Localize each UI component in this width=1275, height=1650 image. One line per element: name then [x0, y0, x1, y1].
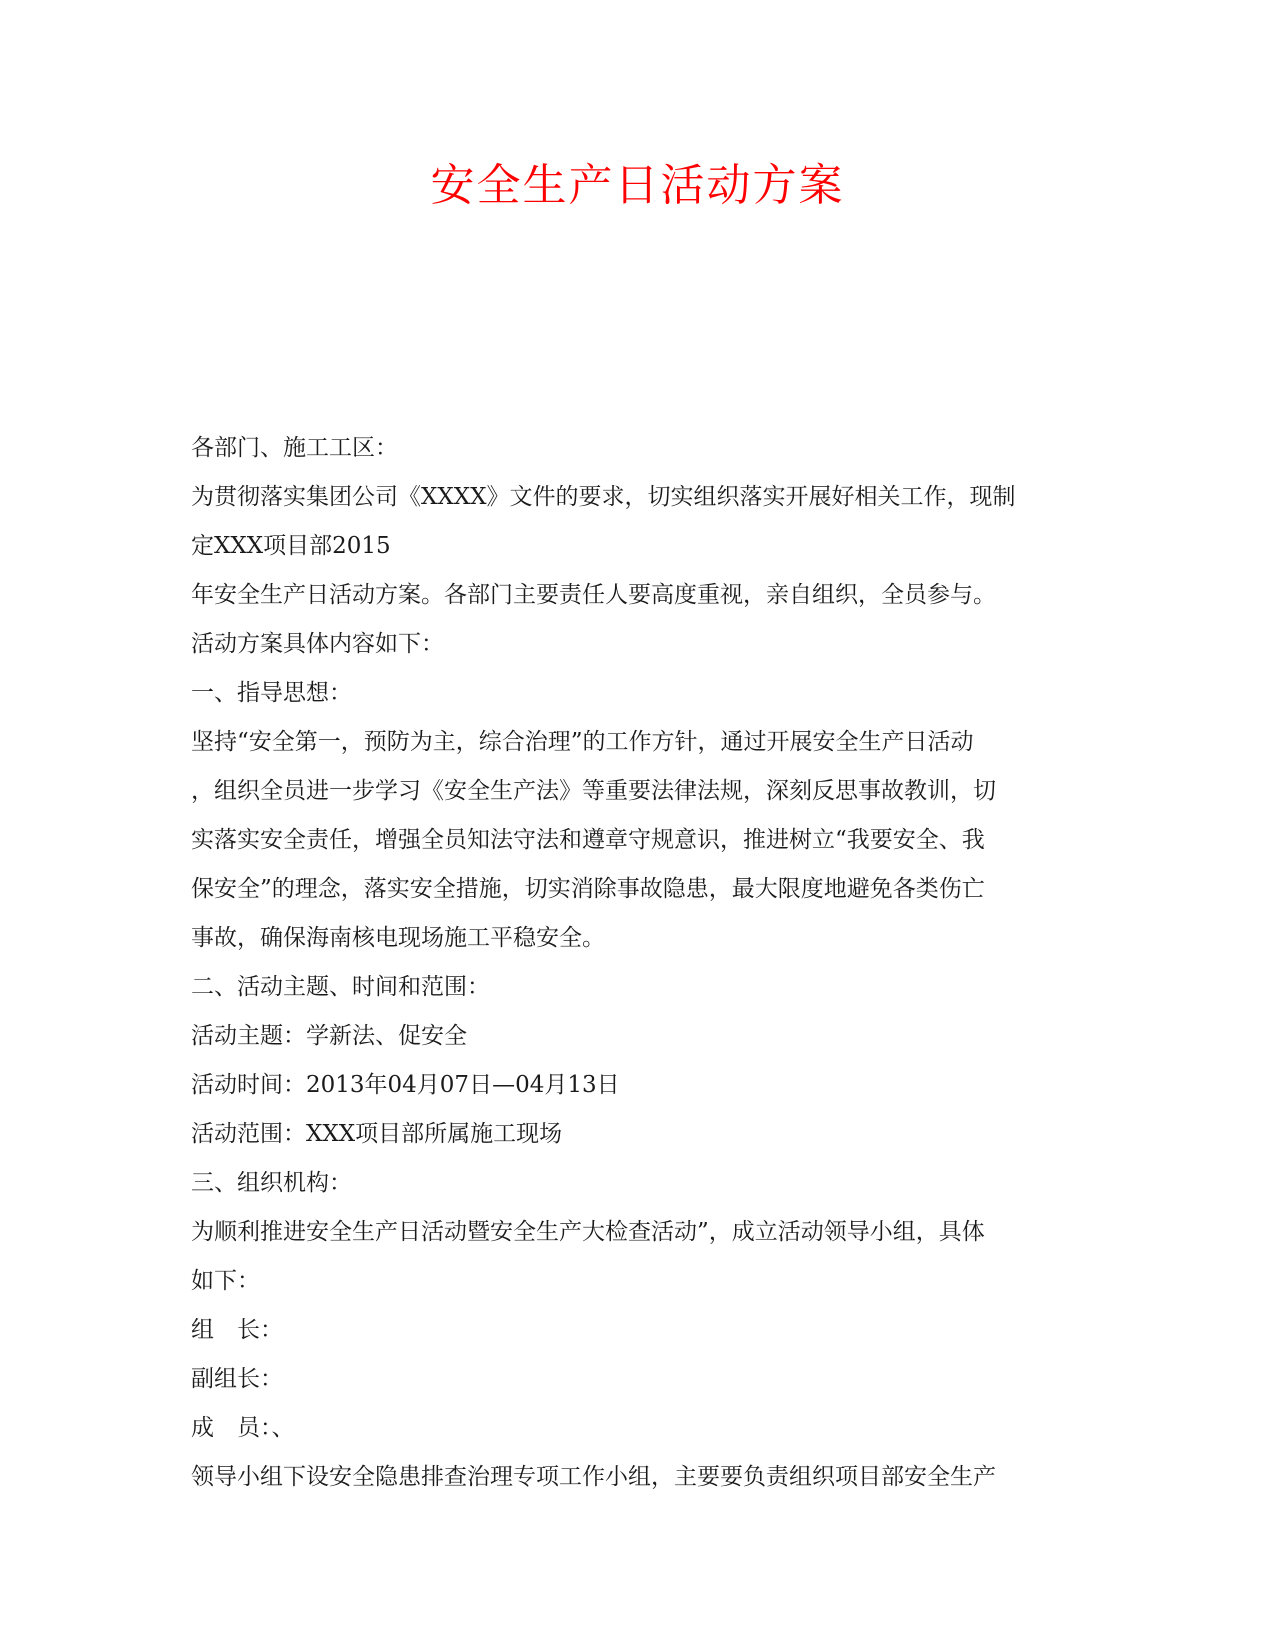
body-line: 副组长： [191, 1366, 283, 1392]
body-line: 年安全生产日活动方案。各部门主要责任人要高度重视，亲自组织，全员参与。 [191, 582, 996, 608]
body-line: 二、活动主题、时间和范围： [191, 974, 490, 1000]
body-line: 活动方案具体内容如下： [191, 631, 444, 657]
body-line: ，组织全员进一步学习《安全生产法》等重要法律法规，深刻反思事故教训，切 [191, 778, 996, 804]
body-line: 为顺利推进安全生产日活动暨安全生产大检查活动”，成立活动领导小组，具体 [191, 1219, 985, 1245]
body-line: 实落实安全责任，增强全员知法守法和遵章守规意识，推进树立“我要安全、我 [191, 827, 985, 853]
body-line: 领导小组下设安全隐患排查治理专项工作小组，主要要负责组织项目部安全生产 [191, 1464, 996, 1490]
body-line: 如下： [191, 1268, 260, 1294]
body-line: 定XXX项目部2015 [191, 533, 391, 559]
body-line: 保安全”的理念，落实安全措施，切实消除事故隐患，最大限度地避免各类伤亡 [191, 876, 985, 902]
body-line: 坚持“安全第一，预防为主，综合治理”的工作方针，通过开展安全生产日活动 [191, 729, 974, 755]
body-line: 事故，确保海南核电现场施工平稳安全。 [191, 925, 605, 951]
body-line: 三、组织机构： [191, 1170, 352, 1196]
body-line: 为贯彻落实集团公司《XXXX》文件的要求，切实组织落实开展好相关工作，现制 [191, 484, 1016, 510]
document-body [191, 424, 1091, 1502]
body-line: 组 长： [191, 1317, 283, 1343]
body-line: 活动范围：XXX项目部所属施工现场 [191, 1121, 563, 1147]
body-line: 活动主题：学新法、促安全 [191, 1023, 467, 1049]
body-line: 各部门、施工工区： [191, 435, 398, 461]
body-line: 成 员：、 [191, 1415, 295, 1441]
body-line: 活动时间：2013年04月07日—04月13日 [191, 1072, 620, 1098]
document-title: 安全生产日活动方案 [430, 160, 845, 211]
body-line: 一、指导思想： [191, 680, 352, 706]
